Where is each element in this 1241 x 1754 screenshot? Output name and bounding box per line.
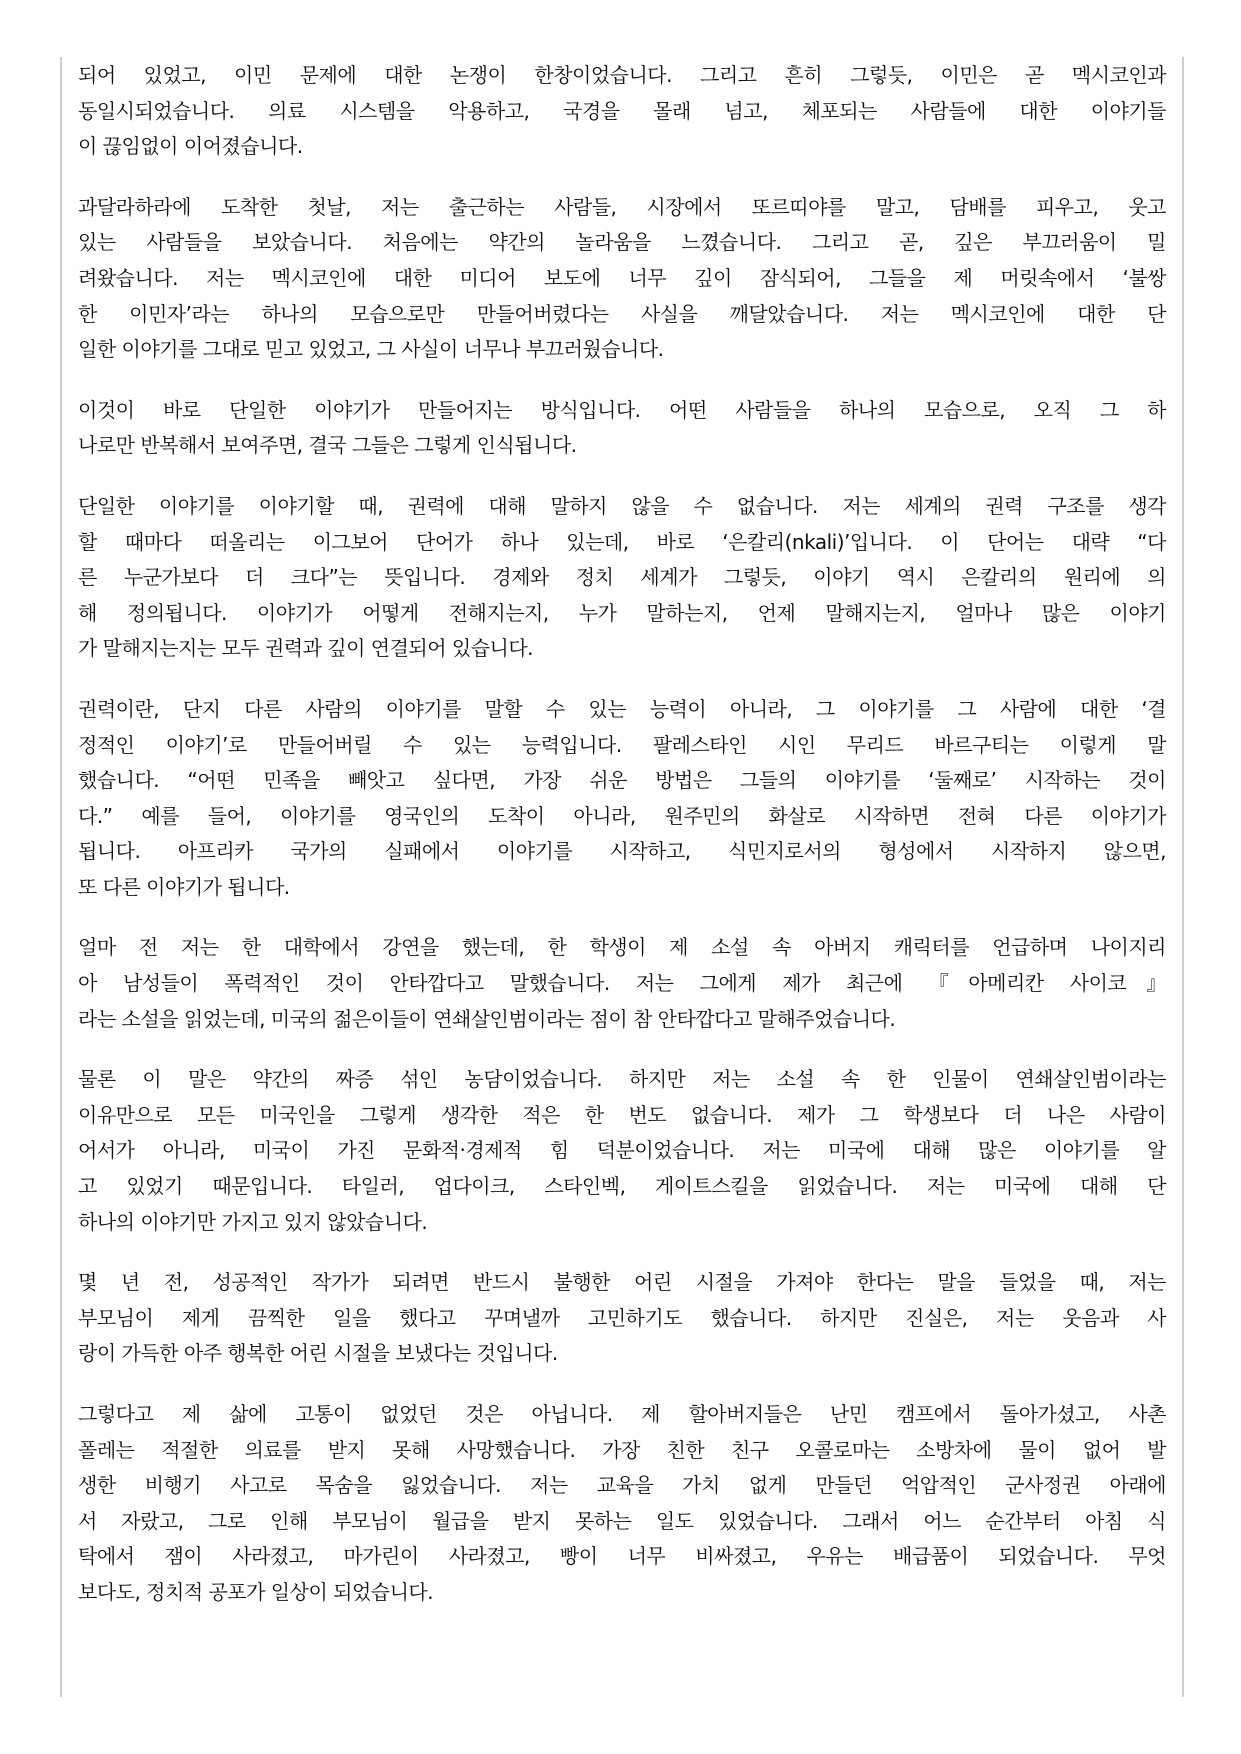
text-line: 또 다른 이야기가 됩니다.: [78, 874, 290, 899]
text-line: 과달라하라에 도착한 첫날, 저는 출근하는 사람들, 시장에서 또르띠야를 말고, 담배를 피우고, 웃고: [78, 194, 1166, 219]
text-line: 할 때마다 떠올리는 이그보어 단어가 하나 있는데, 바로 ‘은칼리(nkali)’입니다. 이 단어는 대략 “다: [78, 529, 1166, 554]
paragraph: [78, 393, 1166, 464]
text-line: 이것이 바로 단일한 이야기가 만들어지는 방식입니다. 어떤 사람들을 하나의 모습으로, 오직 그 하: [78, 397, 1166, 422]
text-line: 려왔습니다. 저는 멕시코인에 대한 미디어 보도에 너무 깊이 잠식되어, 그들을 제 머릿속에서 ‘불쌍: [78, 265, 1166, 290]
text-line: 그렇다고 제 삶에 고통이 없었던 것은 아닙니다. 제 할아버지들은 난민 캠프에서 돌아가셨고, 사촌: [78, 1402, 1166, 1426]
text-line: 정적인 이야기’로 만들어버릴 수 있는 능력입니다. 팔레스타인 시인 무리드 바르구티는 이렇게 말: [78, 732, 1166, 757]
text-line: 되어 있었고, 이민 문제에 대한 논쟁이 한창이었습니다. 그리고 흔히 그렇듯, 이민은 곧 멕시코인과: [78, 63, 1166, 87]
text-line: 가 말해지는지는 모두 권력과 깊이 연결되어 있습니다.: [78, 636, 534, 661]
text-line: 고 있었기 때문입니다. 타일러, 업다이크, 스타인벡, 게이트스킬을 읽었습니다. 저는 미국에 대해 단: [78, 1174, 1166, 1199]
paragraph: [78, 1397, 1166, 1611]
text-line: 어서가 아니라, 미국이 가진 문화적·경제적 힘 덕분이었습니다. 저는 미국에 대해 많은 이야기를 알: [78, 1138, 1166, 1163]
paragraph: [78, 489, 1166, 667]
paragraph: [78, 58, 1166, 165]
text-line: 얼마 전 저는 한 대학에서 강연을 했는데, 한 학생이 제 소설 속 아버지 캐릭터를 언급하며 나이지리: [78, 935, 1166, 960]
paragraph: [78, 1265, 1166, 1372]
paragraph: [78, 190, 1166, 368]
text-line: 생한 비행기 사고로 목숨을 잃었습니다. 저는 교육을 가치 없게 만들던 억압적인 군사정권 아래에: [78, 1473, 1166, 1498]
text-line: 랑이 가득한 아주 행복한 어린 시절을 보냈다는 것입니다.: [78, 1341, 558, 1366]
text-line: 됩니다. 아프리카 국가의 실패에서 이야기를 시작하고, 식민지로서의 형성에서 시작하지 않으면,: [78, 839, 1166, 864]
text-line: 다.” 예를 들어, 이야기를 영국인의 도착이 아니라, 원주민의 화살로 시작하면 전혀 다른 이야기가: [78, 803, 1166, 828]
text-line: 아 남성들이 폭력적인 것이 안타깝다고 말했습니다. 저는 그에게 제가 최근에 『아메리칸 사이코』: [78, 971, 1166, 996]
text-line: 한 이민자’라는 하나의 모습으로만 만들어버렸다는 사실을 깨달았습니다. 저는 멕시코인에 대한 단: [78, 301, 1166, 326]
paragraph: [78, 692, 1166, 906]
text-line: 했습니다. “어떤 민족을 빼앗고 싶다면, 가장 쉬운 방법은 그들의 이야기를 ‘둘째로’ 시작하는 것이: [78, 768, 1166, 793]
text-line: 권력이란, 단지 다른 사람의 이야기를 말할 수 있는 능력이 아니라, 그 이야기를 그 사람에 대한 ‘결: [78, 696, 1166, 721]
text-line: 부모님이 제게 끔찍한 일을 했다고 꾸며낼까 고민하기도 했습니다. 하지만 진실은, 저는 웃음과 사: [78, 1305, 1166, 1330]
text-line: 탁에서 잼이 사라졌고, 마가린이 사라졌고, 빵이 너무 비싸졌고, 우유는 배급품이 되었습니다. 무엇: [78, 1544, 1166, 1569]
text-line: 물론 이 말은 약간의 짜증 섞인 농담이었습니다. 하지만 저는 소설 속 한 인물이 연쇄살인범이라는: [78, 1067, 1166, 1092]
text-line: 보다도, 정치적 공포가 일상이 되었습니다.: [78, 1579, 434, 1604]
text-line: 라는 소설을 읽었는데, 미국의 젊은이들이 연쇄살인범이라는 점이 참 안타깝다고 말해주었습니다.: [78, 1006, 896, 1031]
text-line: 하나의 이야기만 가지고 있지 않았습니다.: [78, 1209, 428, 1234]
text-line: 단일한 이야기를 이야기할 때, 권력에 대해 말하지 않을 수 없습니다. 저는 세계의 권력 구조를 생각: [78, 493, 1166, 518]
text-line: 나로만 반복해서 보여주면, 결국 그들은 그렇게 인식됩니다.: [78, 433, 577, 458]
text-line: 해 정의됩니다. 이야기가 어떻게 전해지는지, 누가 말하는지, 언제 말해지는지, 얼마나 많은 이야기: [78, 600, 1166, 625]
paragraph: [78, 1062, 1166, 1240]
text-line: 이 끊임없이 이어졌습니다.: [78, 134, 303, 159]
text-line: 른 누군가보다 더 크다”는 뜻입니다. 경제와 정치 세계가 그렇듯, 이야기 역시 은칼리의 원리에 의: [78, 565, 1166, 590]
text-line: 서 자랐고, 그로 인해 부모님이 월급을 받지 못하는 일도 있었습니다. 그래서 어느 순간부터 아침 식: [78, 1508, 1166, 1533]
text-line: 있는 사람들을 보았습니다. 처음에는 약간의 놀라움을 느꼈습니다. 그리고 곧, 깊은 부끄러움이 밀: [78, 230, 1166, 255]
text-line: 이유만으로 모든 미국인을 그렇게 생각한 적은 한 번도 없습니다. 제가 그 학생보다 더 나은 사람이: [78, 1102, 1166, 1127]
paragraph: [78, 930, 1166, 1037]
text-line: 동일시되었습니다. 의료 시스템을 악용하고, 국경을 몰래 넘고, 체포되는 사람들에 대한 이야기들: [78, 98, 1166, 123]
text-line: 일한 이야기를 그대로 믿고 있었고, 그 사실이 너무나 부끄러웠습니다.: [78, 337, 664, 362]
text-line: 몇 년 전, 성공적인 작가가 되려면 반드시 불행한 어린 시절을 가져야 한다는 말을 들었을 때, 저는: [78, 1270, 1166, 1295]
text-line: 폴레는 적절한 의료를 받지 못해 사망했습니다. 가장 친한 친구 오콜로마는 소방차에 물이 없어 발: [78, 1437, 1166, 1462]
document-body: [78, 58, 1166, 1636]
